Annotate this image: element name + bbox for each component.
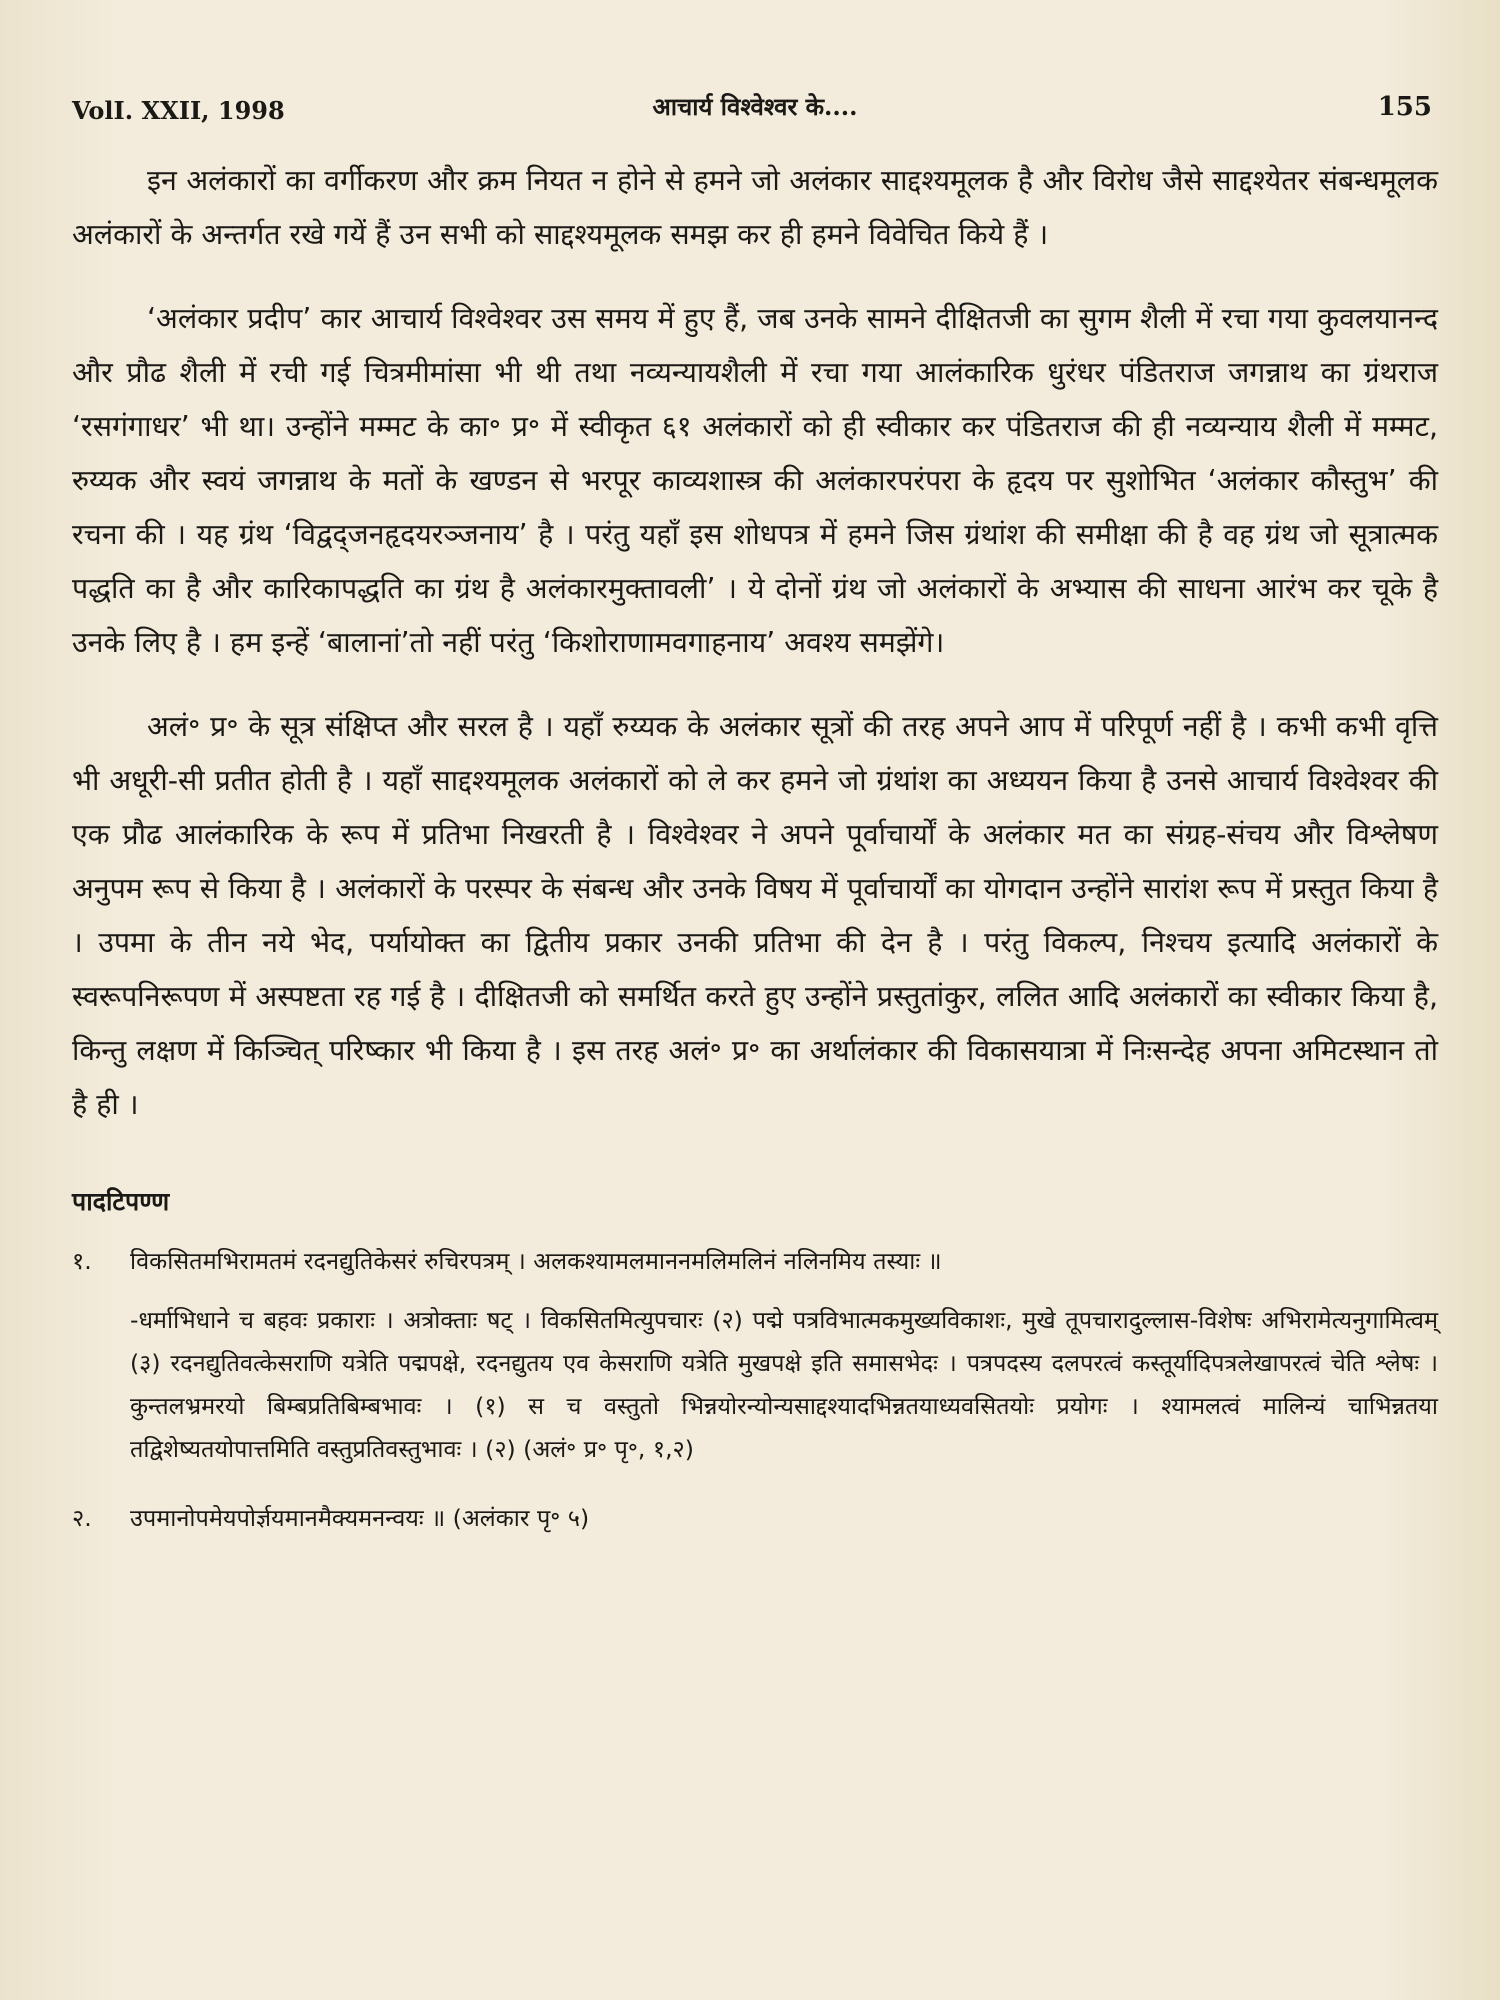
page-number: 155 (1377, 92, 1432, 122)
paragraph-1: इन अलंकारों का वर्गीकरण और क्रम नियत न होने से हमने जो अलंकार साद्दश्यमूलक है और विरोध जैसे साद्दश्येतर संबन्धमूलक अलंकारों के अन्तर्गत रखे गयें हैं उन सभी को साद्दश्यमूलक समझ कर ही हमने विवेचित किये हैं । (72, 164, 1438, 251)
paragraph-2: ‘अलंकार प्रदीप’ कार आचार्य विश्वेश्वर उस समय में हुए हैं, जब उनके सामने दीक्षितजी का सुगम शैली में रचा गया कुवलयानन्द और प्रौढ शैली में रची गई चित्रमीमांसा भी थी तथा नव्यन्यायशैली में रचा गया आलंकारिक धुरंधर पंडितराज जगन्नाथ का ग्रंथराज ‘रसगंगाधर’ भी था। उन्होंने मम्मट के का॰ प्र॰ में स्वीकृत ६१ अलंकारों को ही स्वीकार कर पंडितराज की ही नव्यन्याय शैली में मम्मट, रुय्यक और स्वयं जगन्नाथ के मतों के खण्डन से भरपूर काव्यशास्त्र की अलंकारपरंपरा के हृदय पर सुशोभित ‘अलंकार कौस्तुभ’ की रचना की । यह ग्रंथ ‘विद्वद्जनहृदयरञ्जनाय’ है । परंतु यहाँ इस शोधपत्र में हमने जिस ग्रंथांश की समीक्षा की है वह ग्रंथ जो सूत्रात्मक पद्धति का है और कारिकापद्धति का ग्रंथ है अलंकारमुक्तावली’ । ये दोनों ग्रंथ जो अलंकारों के अभ्यास की साधना आरंभ कर चूके है उनके लिए है । हम इन्हें ‘बालानां’तो नहीं परंतु ‘किशोराणामवगाहनाय’ अवश्य समझेंगे। (72, 302, 1438, 659)
footnote-text: विकसितमभिरामतमं रदनद्युतिकेसरं रुचिरपत्रम् । अलकश्यामलमाननमलिमलिनं नलिनमिय तस्याः ॥ (130, 1247, 942, 1275)
running-title: आचार्य विश्वेश्वर के.... (652, 92, 858, 121)
running-header (72, 80, 1438, 124)
footnote-number: १. (72, 1247, 92, 1275)
volume-year: VolI. XXII, 1998 (72, 96, 285, 125)
footnotes-section (72, 1184, 1438, 1540)
footnote-1-commentary: -धर्माभिधाने च बहवः प्रकाराः । अत्रोक्ताः षट् । विकसितमित्युपचारः (२) पद्मे पत्रविभात्मकमुख्यविकाशः, मुखे तूपचारादुल्लास-विशेषः अभिरामेत्यनुगामित्वम् (३) रदनद्युतिवत्केसराणि यत्रेति पद्मपक्षे, रदनद्युतय एव केसराणि यत्रेति मुखपक्षे इति समासभेदः । पत्रपदस्य दलपरत्वं कस्तूर्यादिपत्रलेखापरत्वं चेति श्लेषः । कुन्तलभ्रमरयो बिम्बप्रतिबिम्बभावः । (१) स च वस्तुतो भिन्नयोरन्योन्यसाद्दश्यादभिन्नतयाध्यवसितयोः प्रयोगः । श्यामलत्वं मालिन्यं चाभिन्नतया तद्विशेष्यतयोपात्तमिति वस्तुप्रतिवस्तुभावः । (२) (अलं॰ प्र॰ पृ॰, १,२) (130, 1306, 1438, 1463)
paragraph-3: अलं॰ प्र॰ के सूत्र संक्षिप्त और सरल है । यहाँ रुय्यक के अलंकार सूत्रों की तरह अपने आप में परिपूर्ण नहीं है । कभी कभी वृत्ति भी अधूरी-सी प्रतीत होती है । यहाँ साद्दश्यमूलक अलंकारों को ले कर हमने जो ग्रंथांश का अध्ययन किया है उनसे आचार्य विश्वेश्वर की एक प्रौढ आलंकारिक के रूप में प्रतिभा निखरती है । विश्वेश्वर ने अपने पूर्वाचार्यों के अलंकार मत का संग्रह-संचय और विश्लेषण अनुपम रूप से किया है । अलंकारों के परस्पर के संबन्ध और उनके विषय में पूर्वाचार्यों का योगदान उन्होंने सारांश रूप में प्रस्तुत किया है । उपमा के तीन नये भेद, पर्यायोक्त का द्वितीय प्रकार उनकी प्रतिभा की देन है । परंतु विकल्प, निश्चय इत्यादि अलंकारों के स्वरूपनिरूपण में अस्पष्टता रह गई है । दीक्षितजी को समर्थित करते हुए उन्होंने प्रस्तुतांकुर, ललित आदि अलंकारों का स्वीकार किया है, किन्तु लक्षण में किञ्चित् परिष्कार भी किया है । इस तरह अलं॰ प्र॰ का अर्थालंकार की विकासयात्रा में निःसन्देह अपना अमिटस्थान तो है ही । (72, 710, 1438, 1121)
footnote-1 (72, 1240, 1438, 1283)
footnote-text: उपमानोपमेयपोर्ज्ञयमानमैक्यमनन्वयः ॥ (अलंकार पृ॰ ५) (130, 1504, 590, 1532)
main-text (72, 154, 1438, 1132)
footnotes-heading: पादटिपण्ण (72, 1187, 170, 1216)
footnote-2 (72, 1497, 1438, 1540)
footnote-number: २. (72, 1504, 92, 1532)
